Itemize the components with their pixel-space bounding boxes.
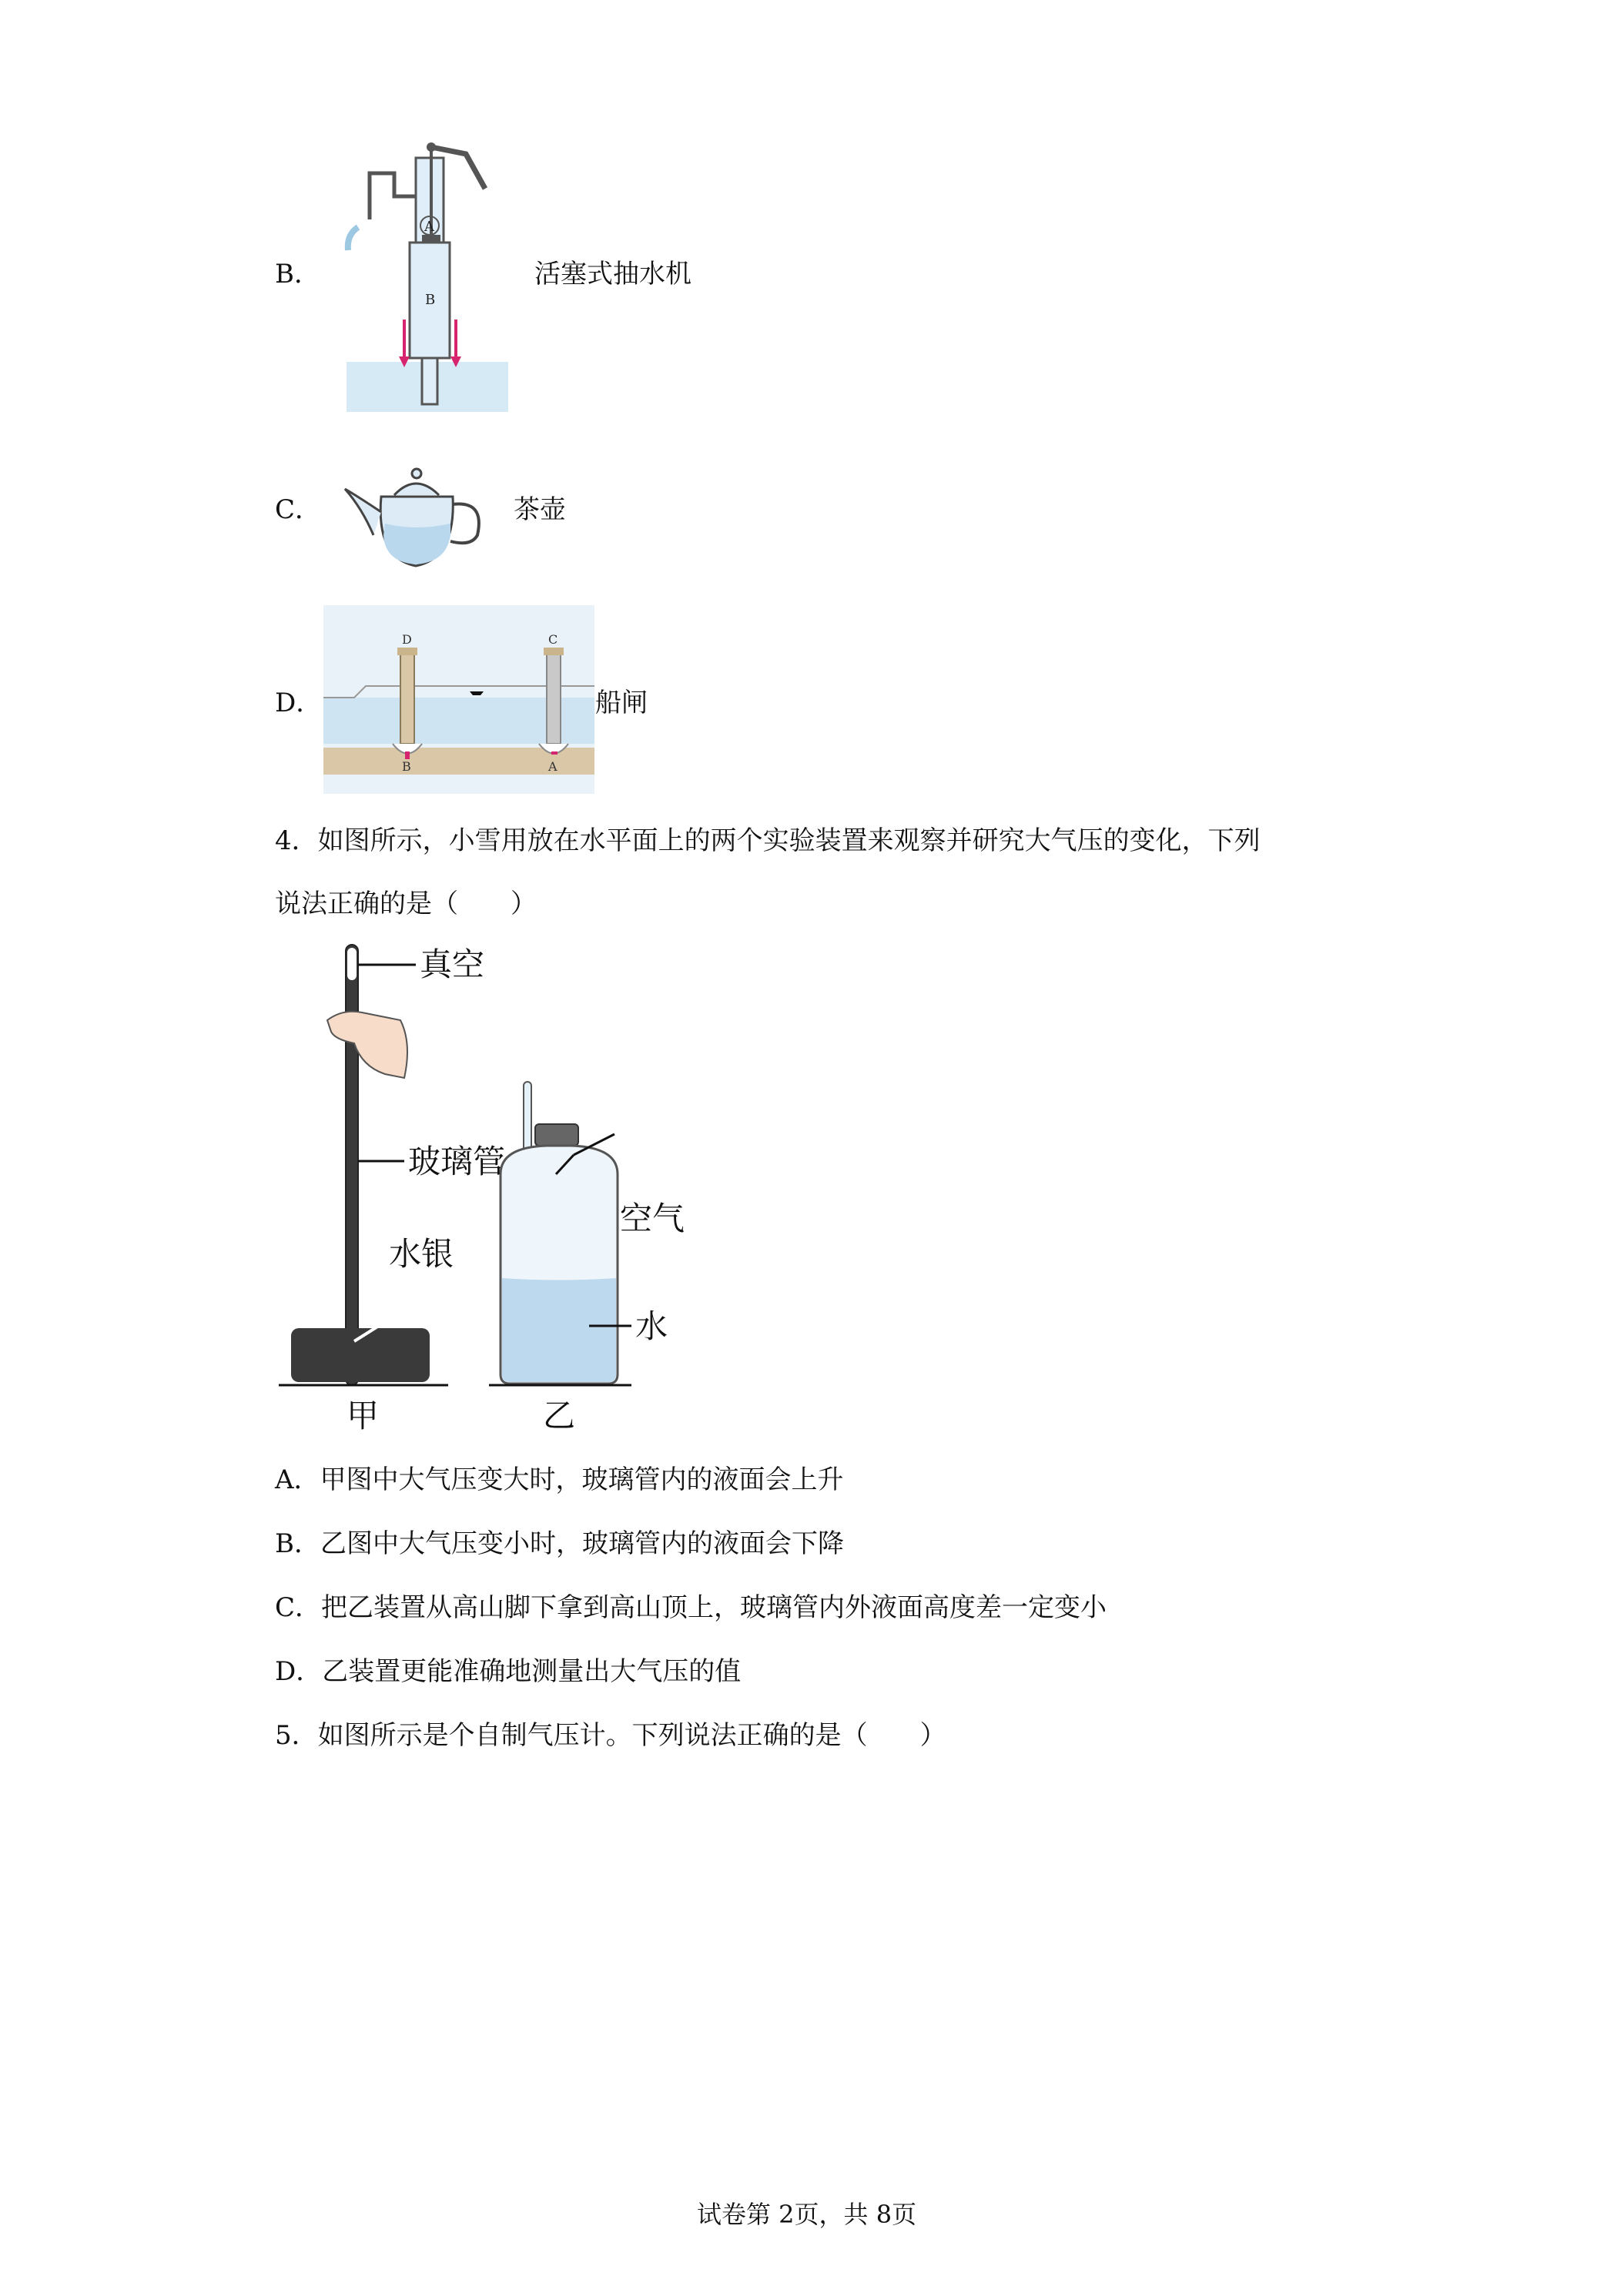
label-air: 空气 [620,1200,685,1237]
q4-option-b: B．乙图中大气压变小时，玻璃管内的液面会下降 [275,1528,844,1559]
lock-label-d: D [402,632,412,647]
q4-line2: 说法正确的是（ ） [275,889,537,919]
option-c-letter: C． [275,494,322,525]
option-c-caption: 茶壶 [514,494,566,525]
option-b-caption: 活塞式抽水机 [534,259,691,290]
label-jia: 甲 [347,1397,380,1434]
pump-label-a: A [424,219,434,235]
lock-label-a: A [548,759,558,774]
q4-option-a: A．甲图中大气压变大时，玻璃管内的液面会上升 [275,1464,844,1495]
q5-line1: 5．如图所示是个自制气压计。下列说法正确的是（ ） [275,1720,946,1751]
label-vacuum: 真空 [420,946,485,983]
label-mercury: 水银 [389,1235,454,1273]
option-d-letter: D． [275,688,323,718]
label-yi: 乙 [543,1397,576,1434]
q4-option-d: D．乙装置更能准确地测量出大气压的值 [275,1656,742,1687]
label-water: 水 [635,1307,668,1345]
teapot-image [339,450,493,574]
ship-lock-image [323,605,594,794]
pump-label-b: B [425,292,436,308]
lock-label-c: C [548,632,558,647]
q4-figure [270,943,770,1436]
option-d-caption: 船闸 [595,688,648,718]
page-footer: 试卷第 2页，共 8页 [697,2200,917,2229]
q4-option-c: C．把乙装置从高山脚下拿到高山顶上，玻璃管内外液面高度差一定变小 [275,1592,1107,1623]
label-glass-tube: 玻璃管 [408,1143,506,1180]
q4-line1: 4．如图所示，小雪用放在水平面上的两个实验装置来观察并研究大气压的变化，下列 [275,825,1261,856]
piston-pump-image [339,135,516,412]
option-b-letter: B． [275,259,320,290]
lock-label-b: B [402,759,411,774]
